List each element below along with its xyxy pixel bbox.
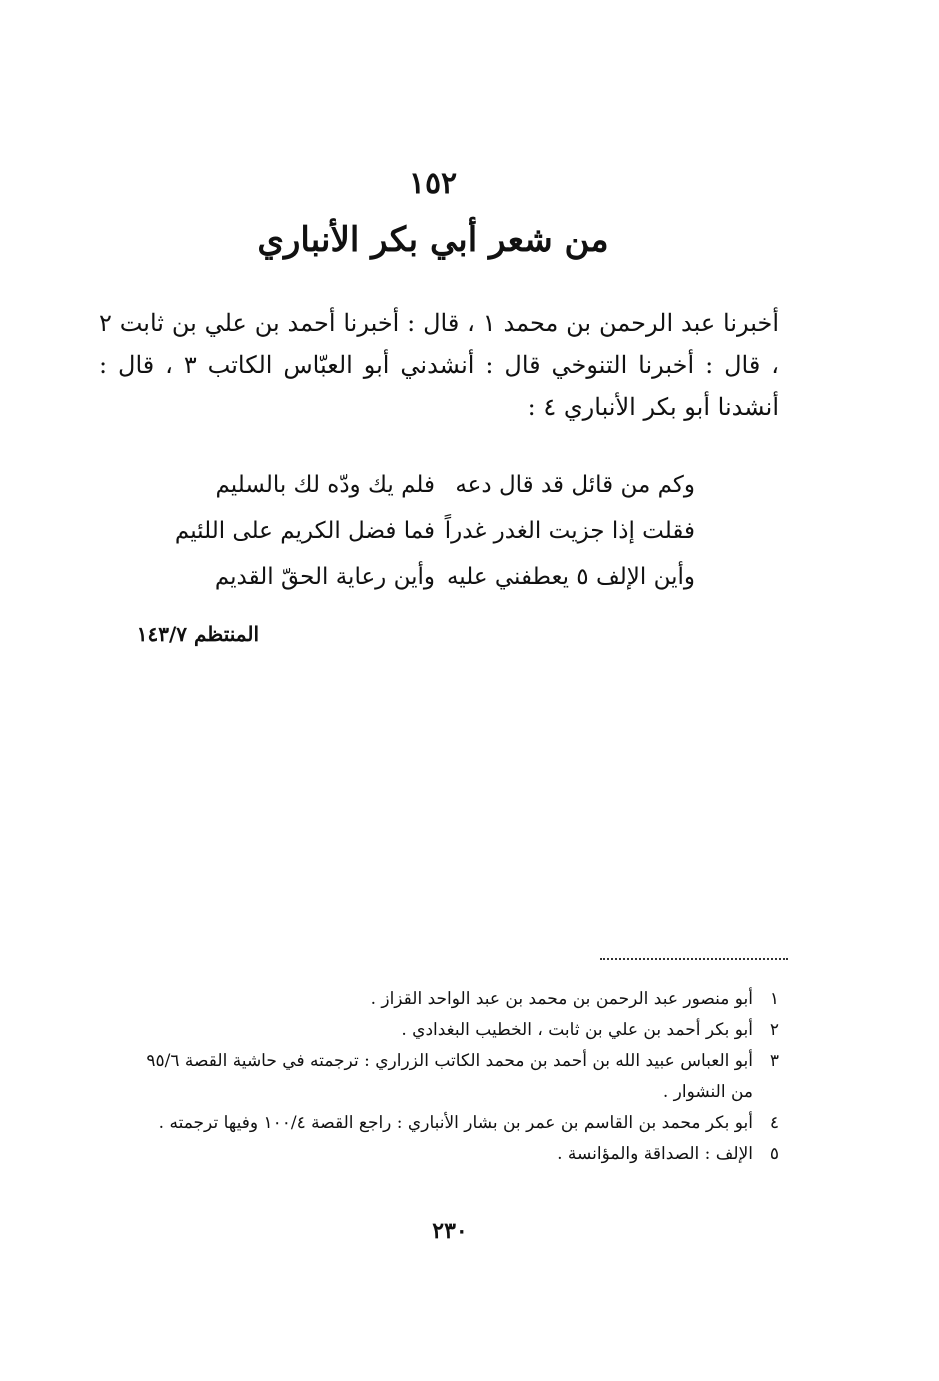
footnotes [119, 984, 779, 1170]
footnote-number: ٢ [769, 1020, 779, 1040]
footnote [119, 1015, 779, 1046]
footnote-number: ٣ [769, 1051, 779, 1071]
intro-paragraph: أخبرنا عبد الرحمن بن محمد ١ ، قال : أخبرنا أحمد بن علي بن ثابت ٢ ، قال : أخبرنا التنوخي قال : أنشدني أبو العبّاس الكاتب ٣ ، قال : أنشدنا أبو بكر الأنباري ٤ : [99, 309, 779, 421]
footnote [119, 1108, 779, 1139]
footnote-number: ١ [769, 989, 779, 1009]
page-number: ٢٣٠ [432, 1218, 468, 1244]
footnote-text: أبو بكر محمد بن القاسم بن عمر بن بشار الأنباري : راجع القصة ١٠٠/٤ وفيها ترجمته . [158, 1113, 753, 1133]
footnote-separator [600, 958, 788, 960]
verse-first-hemistich: فقلت إذا جزيت الغدر غدراً [444, 518, 695, 544]
verse-first-hemistich: وأين الإلف ٥ يعطفني عليه [446, 564, 695, 590]
story-number: ١٥٢ [408, 166, 458, 201]
footnote [119, 1139, 779, 1170]
source-reference: المنتظم ١٤٣/٧ [136, 622, 259, 646]
poem-verse [175, 554, 695, 600]
verse-second-hemistich: فلم يك ودّه لك بالسليم [215, 472, 435, 498]
verse-first-hemistich: وكم من قائل قد قال دعه [455, 472, 695, 498]
footnote-text: أبو منصور عبد الرحمن بن محمد بن عبد الواحد القزاز . [370, 989, 753, 1009]
poem-verse [175, 462, 695, 508]
poem [175, 462, 695, 600]
poem-verse [175, 508, 695, 554]
footnote-text: الإلف : الصداقة والمؤانسة . [557, 1144, 753, 1164]
verse-second-hemistich: وأين رعاية الحقّ القديم [214, 564, 435, 590]
footnote-text: أبو العباس عبيد الله بن أحمد بن محمد الكاتب الزراري : ترجمته في حاشية القصة ٩٥/٦ من النشوار . [146, 1051, 753, 1102]
story-title: من شعر أبي بكر الأنباري [257, 220, 609, 260]
footnote-number: ٤ [769, 1113, 779, 1133]
footnote-number: ٥ [769, 1144, 779, 1164]
verse-second-hemistich: فما فضل الكريم على اللئيم [174, 518, 435, 544]
footnote [119, 984, 779, 1015]
footnote [119, 1046, 779, 1108]
footnote-text: أبو بكر أحمد بن علي بن ثابت ، الخطيب البغدادي . [401, 1020, 753, 1040]
